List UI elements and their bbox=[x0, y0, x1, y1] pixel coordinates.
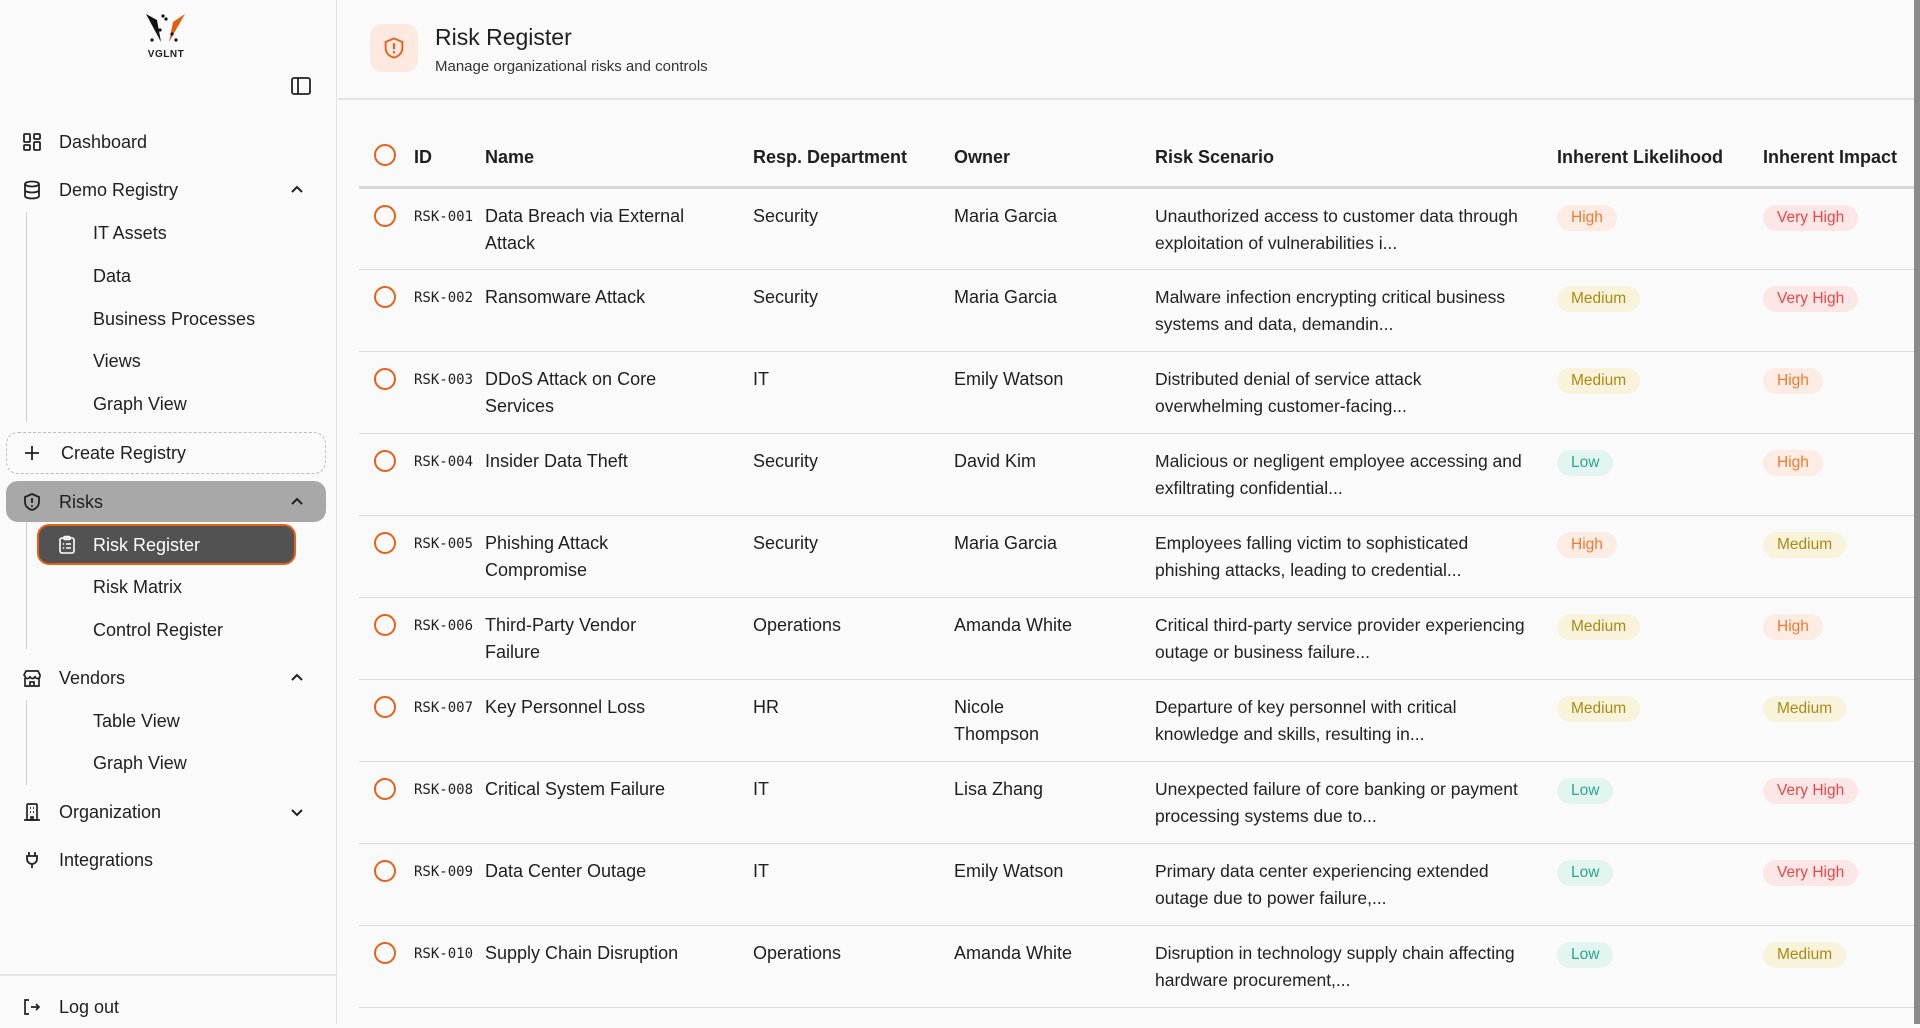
department: Operations bbox=[753, 942, 842, 963]
logo-text: VGLNT bbox=[147, 49, 185, 60]
sidebar-subitem-business-processes[interactable]: Business Processes bbox=[93, 308, 256, 329]
likelihood-badge: Medium bbox=[1557, 696, 1640, 722]
likelihood-badge: Medium bbox=[1557, 614, 1640, 640]
row-select-radio[interactable] bbox=[374, 286, 396, 308]
impact-badge: High bbox=[1763, 450, 1823, 476]
sidebar-item-label: Vendors bbox=[59, 667, 126, 688]
impact-badge: Very High bbox=[1763, 286, 1858, 312]
risk-name: Supply Chain Disruption bbox=[485, 942, 679, 963]
sidebar-item-label: Demo Registry bbox=[59, 179, 179, 200]
table-header-row bbox=[359, 130, 1919, 187]
owner: Maria Garcia bbox=[954, 532, 1058, 553]
owner: Lisa Zhang bbox=[954, 778, 1044, 799]
department: HR bbox=[753, 696, 779, 717]
row-select-radio[interactable] bbox=[374, 614, 396, 636]
create-registry-label: Create Registry bbox=[61, 442, 187, 463]
logout-button[interactable] bbox=[0, 986, 337, 1028]
sidebar-item-label: Integrations bbox=[59, 849, 154, 870]
owner: Emily Watson bbox=[954, 860, 1064, 881]
impact-badge: High bbox=[1763, 368, 1823, 394]
impact-badge: Very High bbox=[1763, 778, 1858, 804]
page-subtitle: Manage organizational risks and controls bbox=[435, 58, 708, 75]
risk-scenario: Malware infection encrypting critical business systems and data, demandin... bbox=[1155, 286, 1506, 334]
dashboard-icon bbox=[22, 132, 42, 152]
row-select-radio[interactable] bbox=[374, 696, 396, 718]
table-row[interactable] bbox=[359, 761, 1919, 843]
building-icon bbox=[22, 802, 42, 822]
plus-icon bbox=[22, 443, 42, 463]
risk-id: RSK-009 bbox=[414, 863, 474, 880]
likelihood-badge: Low bbox=[1557, 942, 1613, 968]
sidebar-item-label: Risks bbox=[59, 491, 103, 512]
risk-id: RSK-010 bbox=[414, 945, 474, 962]
plug-icon bbox=[22, 850, 42, 870]
risk-name: Ransomware Attack bbox=[485, 286, 646, 307]
sidebar-item-label: Dashboard bbox=[59, 131, 148, 152]
impact-badge: Medium bbox=[1763, 696, 1846, 722]
table-row[interactable] bbox=[359, 433, 1919, 515]
risk-name: Insider Data Theft bbox=[485, 450, 628, 471]
risk-id: RSK-005 bbox=[414, 535, 474, 552]
department: IT bbox=[753, 778, 769, 799]
row-select-radio[interactable] bbox=[374, 942, 396, 964]
risk-name: DDoS Attack on Core Services bbox=[485, 368, 657, 416]
likelihood-badge: Low bbox=[1557, 860, 1613, 886]
risk-name: Key Personnel Loss bbox=[485, 696, 646, 717]
row-select-radio[interactable] bbox=[374, 778, 396, 800]
chevron-down-icon[interactable] bbox=[288, 803, 306, 821]
sidebar-divider bbox=[0, 974, 337, 976]
likelihood-badge: Medium bbox=[1557, 368, 1640, 394]
likelihood-badge: High bbox=[1557, 532, 1617, 558]
chevron-up-icon[interactable] bbox=[288, 669, 306, 687]
risk-id: RSK-003 bbox=[414, 371, 474, 388]
department: Security bbox=[753, 205, 819, 226]
risk-name: Phishing Attack Compromise bbox=[485, 532, 609, 580]
column-header-impact[interactable]: Inherent Impact bbox=[1763, 130, 1919, 187]
risk-scenario: Employees falling victim to sophisticated phishing attacks, leading to credential... bbox=[1155, 532, 1469, 580]
risk-table bbox=[359, 130, 1919, 1008]
sidebar-subitem-views[interactable]: Views bbox=[93, 350, 141, 371]
chevron-up-icon[interactable] bbox=[288, 493, 306, 511]
department: Security bbox=[753, 450, 819, 471]
sidebar-item-dashboard[interactable] bbox=[0, 121, 337, 163]
risk-id: RSK-008 bbox=[414, 781, 474, 798]
department: Operations bbox=[753, 614, 842, 635]
sidebar-subitem-control-register[interactable]: Control Register bbox=[93, 619, 224, 640]
main-content bbox=[338, 0, 1920, 1024]
logo-icon bbox=[143, 12, 189, 48]
likelihood-badge: Medium bbox=[1557, 286, 1640, 312]
owner: Emily Watson bbox=[954, 368, 1064, 389]
risk-scenario: Critical third-party service provider experiencing outage or business failure... bbox=[1155, 614, 1525, 662]
owner: Maria Garcia bbox=[954, 286, 1058, 307]
page-title: Risk Register bbox=[435, 24, 572, 50]
owner: Nicole Thompson bbox=[954, 696, 1040, 744]
column-header-owner[interactable]: Owner bbox=[954, 130, 1155, 187]
sidebar-item-integrations[interactable] bbox=[0, 839, 337, 881]
sidebar-item-demo-registry[interactable] bbox=[0, 169, 337, 211]
risk-id: RSK-001 bbox=[414, 208, 474, 225]
table-row[interactable] bbox=[359, 515, 1919, 597]
risk-name: Third-Party Vendor Failure bbox=[485, 614, 637, 662]
tree-line bbox=[26, 700, 27, 785]
risk-name: Data Center Outage bbox=[485, 860, 647, 881]
impact-badge: Very High bbox=[1763, 205, 1858, 231]
column-header-likelihood[interactable]: Inherent Likelihood bbox=[1557, 130, 1763, 187]
sidebar-subitem-graph-view[interactable]: Graph View bbox=[93, 752, 187, 773]
column-header-scenario[interactable]: Risk Scenario bbox=[1155, 130, 1557, 187]
impact-badge: Medium bbox=[1763, 532, 1846, 558]
table-row[interactable] bbox=[359, 597, 1919, 679]
department: IT bbox=[753, 368, 769, 389]
table-row[interactable] bbox=[359, 679, 1919, 761]
risk-scenario: Disruption in technology supply chain affecting hardware procurement,... bbox=[1155, 942, 1515, 990]
row-select-radio[interactable] bbox=[374, 532, 396, 554]
impact-badge: High bbox=[1763, 614, 1823, 640]
sidebar-subitem-risk-register[interactable] bbox=[37, 524, 296, 565]
database-icon bbox=[22, 180, 42, 200]
shield-alert-icon bbox=[22, 492, 42, 512]
sidebar-item-label: Risk Register bbox=[93, 535, 201, 555]
logout-label: Log out bbox=[59, 996, 120, 1017]
row-select-radio[interactable] bbox=[374, 860, 396, 882]
risk-scenario: Distributed denial of service attack overwhelming customer-facing... bbox=[1155, 368, 1422, 416]
table-row[interactable] bbox=[359, 187, 1919, 269]
select-all-radio[interactable] bbox=[374, 144, 396, 166]
sidebar-toggle-icon[interactable] bbox=[290, 75, 312, 97]
risk-name: Critical System Failure bbox=[485, 778, 666, 799]
sidebar-subitem-risk-matrix[interactable]: Risk Matrix bbox=[93, 576, 182, 597]
table-row[interactable] bbox=[359, 925, 1919, 1007]
risk-id: RSK-006 bbox=[414, 617, 474, 634]
risk-scenario: Unauthorized access to customer data through exploitation of vulnerabilities i... bbox=[1155, 205, 1518, 253]
risk-id: RSK-007 bbox=[414, 699, 474, 716]
chevron-up-icon[interactable] bbox=[288, 181, 306, 199]
sidebar-subitem-graph-view[interactable]: Graph View bbox=[93, 393, 187, 414]
table-row[interactable] bbox=[359, 843, 1919, 925]
department: Security bbox=[753, 286, 819, 307]
table-row[interactable] bbox=[359, 269, 1919, 351]
store-icon bbox=[22, 668, 42, 688]
column-header-name[interactable]: Name bbox=[485, 130, 753, 187]
impact-badge: Medium bbox=[1763, 942, 1846, 968]
table-row[interactable] bbox=[359, 351, 1919, 433]
impact-badge: Very High bbox=[1763, 860, 1858, 886]
sidebar-item-organization[interactable] bbox=[0, 791, 337, 833]
create-registry-label-row[interactable] bbox=[0, 432, 337, 474]
risk-id: RSK-004 bbox=[414, 453, 474, 470]
likelihood-badge: Low bbox=[1557, 778, 1613, 804]
sidebar-subitem-it-assets[interactable]: IT Assets bbox=[93, 222, 167, 243]
sidebar bbox=[0, 0, 337, 1024]
risk-scenario: Departure of key personnel with critical knowledge and skills, resulting in... bbox=[1155, 696, 1457, 744]
column-header-department[interactable]: Resp. Department bbox=[753, 130, 954, 187]
scrollbar[interactable] bbox=[1914, 0, 1920, 1024]
risk-name: Data Breach via External Attack bbox=[485, 205, 685, 253]
tree-line bbox=[26, 212, 27, 422]
owner: David Kim bbox=[954, 450, 1037, 471]
owner: Amanda White bbox=[954, 614, 1073, 635]
likelihood-badge: Low bbox=[1557, 450, 1613, 476]
risk-scenario: Primary data center experiencing extended outage due to power failure,... bbox=[1155, 860, 1489, 908]
risk-scenario: Unexpected failure of core banking or payment processing systems due to... bbox=[1155, 778, 1518, 826]
risk-id: RSK-002 bbox=[414, 289, 474, 306]
row-select-radio[interactable] bbox=[374, 205, 396, 227]
shield-alert-icon bbox=[370, 24, 418, 72]
likelihood-badge: High bbox=[1557, 205, 1617, 231]
sidebar-item-label: Organization bbox=[59, 801, 162, 822]
sidebar-item-vendors[interactable] bbox=[0, 657, 337, 699]
owner: Amanda White bbox=[954, 942, 1073, 963]
logout-icon bbox=[22, 997, 42, 1017]
risk-scenario: Malicious or negligent employee accessing and exfiltrating confidential... bbox=[1155, 450, 1522, 498]
sidebar-subitem-table-view[interactable]: Table View bbox=[93, 710, 180, 731]
owner: Maria Garcia bbox=[954, 205, 1058, 226]
page-header bbox=[338, 0, 1920, 100]
clipboard-list-icon bbox=[57, 535, 77, 555]
column-header-id[interactable]: ID bbox=[414, 130, 485, 187]
department: Security bbox=[753, 532, 819, 553]
sidebar-item-risks[interactable] bbox=[0, 481, 337, 523]
department: IT bbox=[753, 860, 769, 881]
tree-line bbox=[26, 522, 27, 649]
vglnt-logo[interactable] bbox=[140, 12, 192, 60]
sidebar-subitem-data[interactable]: Data bbox=[93, 265, 132, 286]
row-select-radio[interactable] bbox=[374, 368, 396, 390]
row-select-radio[interactable] bbox=[374, 450, 396, 472]
